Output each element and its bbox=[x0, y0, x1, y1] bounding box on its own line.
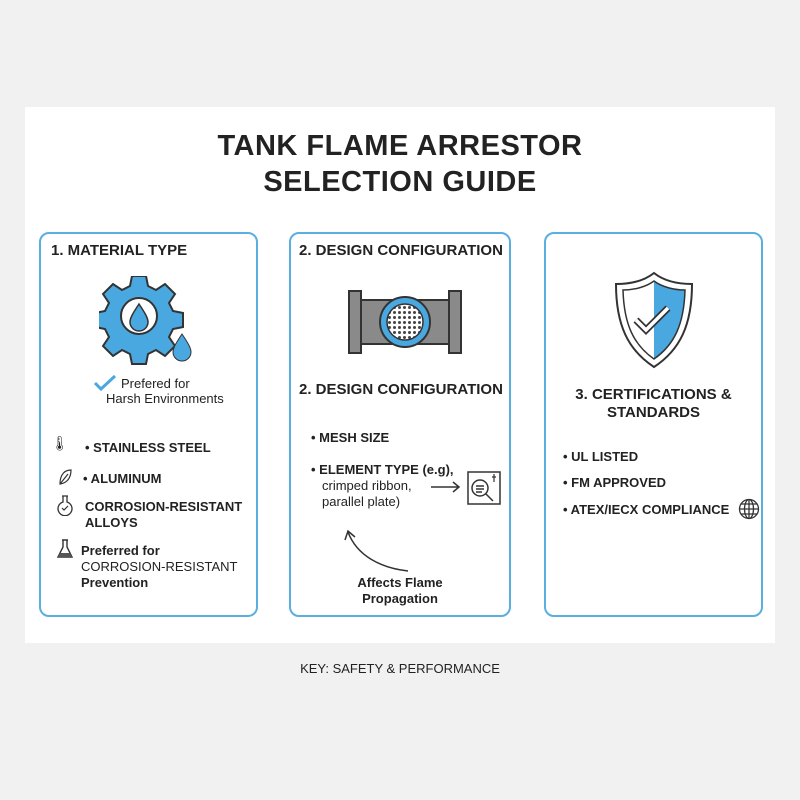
curved-arrow-icon bbox=[341, 526, 411, 576]
list-item: • ATEX/IECX COMPLIANCE bbox=[563, 502, 730, 517]
card-heading: 2. DESIGN CONFIGURATION bbox=[299, 242, 503, 259]
note-text: Propagation bbox=[362, 591, 438, 606]
card-certifications bbox=[544, 232, 763, 617]
callout-text: Prefered for bbox=[121, 376, 190, 391]
list-item: ALLOYS bbox=[85, 515, 138, 530]
title-line: TANK FLAME ARRESTOR bbox=[217, 130, 583, 162]
list-item: • ELEMENT TYPE (e.g), bbox=[311, 462, 454, 477]
title-line: SELECTION GUIDE bbox=[263, 166, 537, 198]
card-heading: 3. CERTIFICATIONS & bbox=[575, 386, 732, 403]
list-item: parallel plate) bbox=[322, 494, 401, 509]
flame-arrestor-pipe-icon bbox=[347, 290, 463, 354]
callout-text: Harsh Environments bbox=[106, 391, 224, 406]
list-item: CORROSION-RESISTANT bbox=[85, 499, 243, 514]
list-item: crimped ribbon, bbox=[322, 478, 412, 493]
card-subheading: 2. DESIGN CONFIGURATION bbox=[299, 381, 503, 398]
list-item: • STAINLESS STEEL bbox=[85, 440, 211, 455]
inspect-magnifier-icon bbox=[465, 468, 505, 510]
list-item: • UL LISTED bbox=[563, 449, 639, 464]
thermometer-icon: 🌡 bbox=[51, 435, 69, 451]
arrow-right-icon bbox=[431, 481, 463, 493]
note-text: Affects Flame bbox=[357, 575, 443, 590]
list-item: • ALUMINUM bbox=[83, 471, 162, 486]
card-heading: STANDARDS bbox=[606, 404, 701, 421]
card-material-type bbox=[39, 232, 258, 617]
card-heading: 1. MATERIAL TYPE bbox=[51, 242, 188, 259]
gear-droplet-icon bbox=[99, 276, 199, 372]
note-text: CORROSION-RESISTANT bbox=[81, 559, 238, 574]
checkmark-icon bbox=[93, 374, 117, 392]
shield-check-icon bbox=[612, 270, 696, 370]
note-text: Prevention bbox=[81, 575, 149, 590]
list-item: • MESH SIZE bbox=[311, 430, 390, 445]
key-label: KEY: SAFETY & PERFORMANCE bbox=[300, 661, 500, 676]
globe-icon bbox=[738, 498, 760, 520]
flask-round-icon bbox=[56, 494, 74, 516]
leaf-icon bbox=[57, 468, 73, 486]
note-text: Preferred for bbox=[81, 543, 160, 558]
list-item: • FM APPROVED bbox=[563, 475, 667, 490]
card-design-configuration bbox=[289, 232, 511, 617]
page-title bbox=[0, 128, 800, 200]
flask-icon bbox=[56, 538, 74, 560]
